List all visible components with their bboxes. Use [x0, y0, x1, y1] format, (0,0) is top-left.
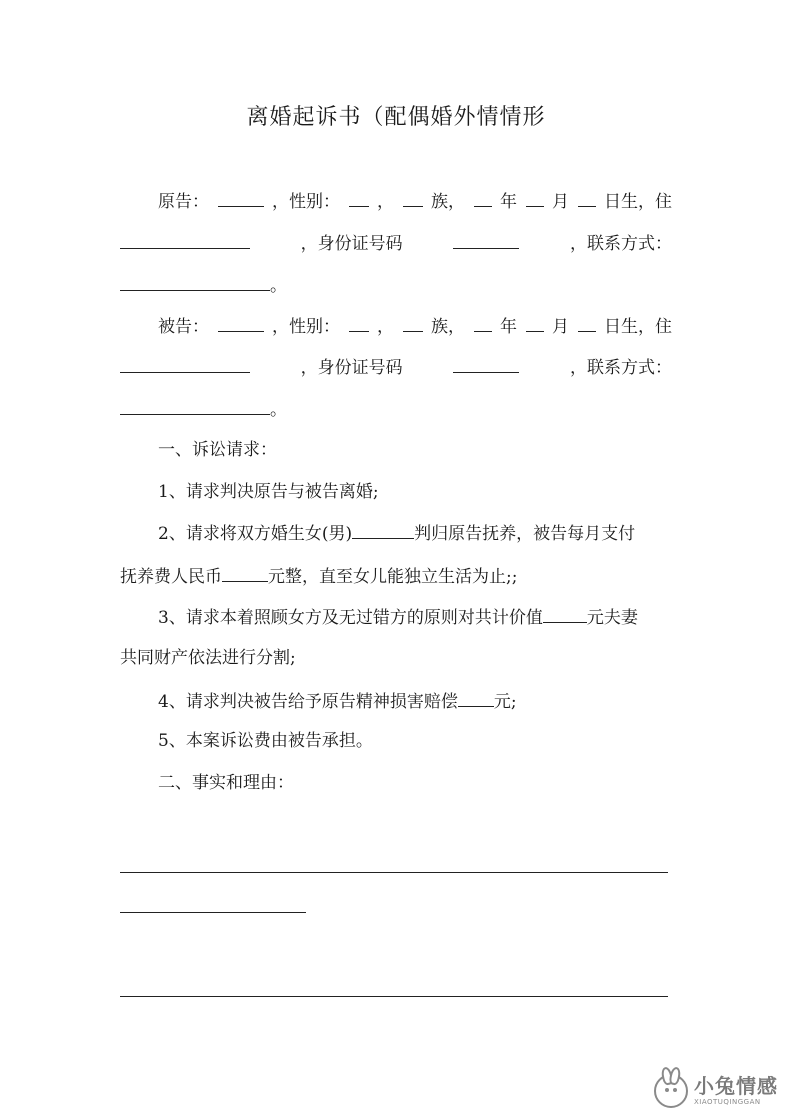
plaintiff-name-blank: [218, 188, 264, 207]
defendant-day-label: 日生，住: [604, 317, 672, 337]
claim-item-2-line-1: [158, 520, 672, 546]
plaintiff-gender-blank: [349, 188, 369, 207]
defendant-id-blank: [453, 354, 519, 373]
watermark-subtitle: XIAOTUQINGGAN: [694, 1098, 761, 1106]
defendant-id-label: ，身份证号码: [300, 358, 403, 378]
claim-item-4-part-b: 元;: [493, 692, 517, 712]
claims-heading: 一、诉讼请求：: [158, 440, 277, 460]
plaintiff-year-label: 年: [500, 192, 517, 212]
claim-item-5: 5、本案诉讼费由被告承担。: [158, 731, 373, 751]
facts-heading: 二、事实和理由：: [158, 773, 294, 793]
plaintiff-id-blank: [453, 230, 519, 249]
claim-item-3-part-a: 3、请求本着照顾女方及无过错方的原则对共计价值: [158, 608, 543, 628]
plaintiff-ethnicity-blank: [403, 188, 423, 207]
plaintiff-contact-blank: [120, 272, 270, 291]
plaintiff-ethnicity-label: 族，: [431, 192, 465, 212]
defendant-month-blank: [526, 313, 544, 332]
claim-item-2-part-c: 抚养费人民币: [120, 567, 222, 587]
defendant-month-label: 月: [552, 317, 569, 337]
defendant-day-blank: [578, 313, 596, 332]
defendant-contact-label: ，联系方式：: [569, 358, 672, 378]
plaintiff-contact-label: ，联系方式：: [569, 234, 672, 254]
defendant-contact-blank: [120, 396, 270, 415]
claim-item-4-part-a: 4、请求判决被告给予原告精神损害赔偿: [158, 692, 458, 712]
facts-writing-line-2: [120, 912, 306, 913]
facts-writing-line-3: [120, 996, 668, 997]
claim-support-amount-blank: [222, 563, 268, 582]
plaintiff-month-label: 月: [552, 192, 569, 212]
plaintiff-day-label: 日生，住: [604, 192, 672, 212]
defendant-end-mark: 。: [270, 400, 287, 420]
watermark-name: 小兔情感: [694, 1074, 778, 1098]
claim-item-4: [158, 688, 672, 714]
document-title: 离婚起诉书（配偶婚外情情形: [246, 105, 546, 130]
defendant-line-1: 被告： ，性别： ， 族， 年 月 日生，住: [158, 313, 672, 339]
plaintiff-line-2: [120, 230, 672, 256]
defendant-name-blank: [218, 313, 264, 332]
defendant-gender-blank: [349, 313, 369, 332]
defendant-ethnicity-blank: [403, 313, 423, 332]
claim-damages-amount-blank: [458, 688, 494, 707]
defendant-ethnicity-label: 族，: [431, 317, 465, 337]
plaintiff-line-3: [120, 272, 672, 298]
plaintiff-label: 原告：: [158, 192, 209, 212]
claim-item-1: 1、请求判决原告与被告离婚;: [158, 482, 379, 502]
claim-item-2-part-b: 判归原告抚养，被告每月支付: [414, 524, 636, 544]
defendant-year-label: 年: [500, 317, 517, 337]
plaintiff-line-1: 原告： ，性别： ， 族， 年 月 日生，住: [158, 188, 672, 214]
plaintiff-id-label: ，身份证号码: [300, 234, 403, 254]
rabbit-logo-icon: [654, 1074, 688, 1108]
claim-item-2-part-a: 2、请求将双方婚生女(男): [158, 524, 353, 544]
defendant-year-blank: [474, 313, 492, 332]
plaintiff-end-mark: 。: [270, 276, 287, 296]
claim-item-2-part-d: 元整，直至女儿能独立生活为止;;: [268, 567, 518, 587]
facts-writing-line-1: [120, 872, 668, 873]
claim-item-3-part-b: 元夫妻: [586, 608, 638, 628]
claim-item-3-line-1: [158, 604, 672, 630]
plaintiff-day-blank: [578, 188, 596, 207]
defendant-address-blank: [120, 354, 250, 373]
defendant-line-2: [120, 354, 672, 380]
watermark: [654, 1074, 778, 1108]
plaintiff-gender-label: ，性别：: [272, 192, 340, 212]
defendant-line-3: [120, 396, 672, 422]
claim-property-value-blank: [543, 604, 587, 623]
defendant-gender-label: ，性别：: [272, 317, 340, 337]
claim-item-3-line-2: 共同财产依法进行分割;: [120, 648, 296, 668]
claim-child-name-blank: [352, 520, 414, 539]
plaintiff-year-blank: [474, 188, 492, 207]
claim-item-2-line-2: [120, 563, 672, 589]
plaintiff-address-blank: [120, 230, 250, 249]
plaintiff-month-blank: [526, 188, 544, 207]
defendant-label: 被告：: [158, 317, 209, 337]
